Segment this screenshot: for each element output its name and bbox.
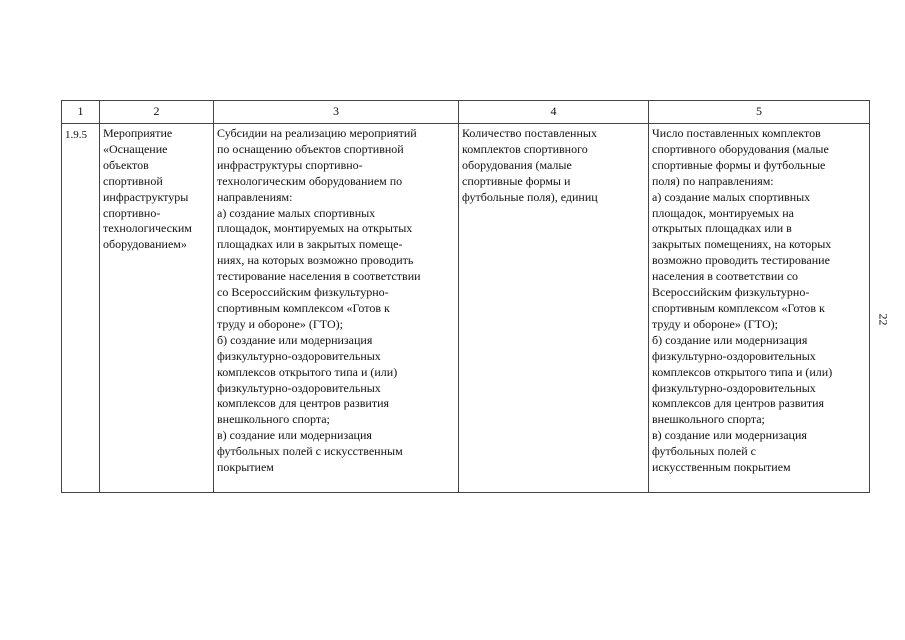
text-line: в) создание или модернизация bbox=[652, 428, 807, 443]
text-line: труду и обороне» (ГТО); bbox=[652, 316, 778, 331]
header-cell-5: 5 bbox=[649, 101, 870, 124]
text-line: футбольные поля), единиц bbox=[462, 189, 598, 204]
text-line: технологическим bbox=[103, 221, 192, 236]
text-line: открытых площадках или в bbox=[652, 221, 792, 236]
text-line: футбольных полей с искусственным bbox=[217, 444, 403, 459]
text-line: оборудования (малые bbox=[462, 157, 572, 172]
text-line: закрытых помещениях, на которых bbox=[652, 237, 832, 252]
text-line: комплексов для центров развития bbox=[652, 396, 825, 411]
text-line: внешкольного спорта; bbox=[652, 412, 765, 427]
text-line: оборудованием» bbox=[103, 237, 187, 252]
text-line: поля) по направлениям: bbox=[652, 173, 774, 188]
text-line: спортивным комплексом «Готов к bbox=[652, 300, 825, 315]
indicator-description-cell bbox=[649, 124, 870, 493]
text-line: направлениям: bbox=[217, 189, 293, 204]
text-line: физкультурно-оздоровительных bbox=[652, 348, 816, 363]
indicator-cell bbox=[459, 124, 649, 493]
text-line: труду и обороне» (ГТО); bbox=[217, 316, 343, 331]
measure-name-cell bbox=[100, 124, 214, 493]
text-line: искусственным покрытием bbox=[652, 460, 791, 475]
text-line: «Оснащение bbox=[103, 141, 168, 156]
text-line: со Всероссийским физкультурно- bbox=[217, 285, 389, 300]
text-line: а) создание малых спортивных bbox=[217, 205, 376, 220]
header-cell-3: 3 bbox=[214, 101, 459, 124]
text-line: физкультурно-оздоровительных bbox=[217, 348, 381, 363]
text-line: а) создание малых спортивных bbox=[652, 189, 811, 204]
text-line: Субсидии на реализацию мероприятий bbox=[217, 126, 417, 140]
text-line: Количество поставленных bbox=[462, 126, 597, 140]
table-header-row bbox=[62, 101, 870, 124]
text-line: комплектов спортивного bbox=[462, 141, 588, 156]
header-cell-4: 4 bbox=[459, 101, 649, 124]
text-line: спортивной bbox=[103, 173, 163, 188]
text-line: объектов bbox=[103, 157, 149, 172]
text-line: Мероприятие bbox=[103, 126, 173, 140]
text-line: Число поставленных комплектов bbox=[652, 126, 821, 140]
text-line: возможно проводить тестирование bbox=[652, 253, 830, 268]
text-line: б) создание или модернизация bbox=[652, 332, 808, 347]
text-line: комплексов открытого типа и (или) bbox=[217, 364, 398, 379]
text-line: в) создание или модернизация bbox=[217, 428, 372, 443]
text-line: инфраструктуры спортивно- bbox=[217, 157, 363, 172]
text-line: тестирование населения в соответствии bbox=[217, 269, 421, 284]
text-line: инфраструктуры bbox=[103, 189, 189, 204]
header-cell-2: 2 bbox=[100, 101, 214, 124]
row-number-cell: 1.9.5 bbox=[62, 124, 100, 493]
subsidy-description-cell bbox=[214, 124, 459, 493]
text-line: футбольных полей с bbox=[652, 444, 756, 459]
text-line: технологическим оборудованием по bbox=[217, 173, 403, 188]
text-line: Всероссийским физкультурно- bbox=[652, 285, 810, 300]
text-line: комплексов для центров развития bbox=[217, 396, 390, 411]
page-number: 22 bbox=[876, 313, 891, 326]
text-line: населения в соответствии со bbox=[652, 269, 799, 284]
text-line: физкультурно-оздоровительных bbox=[217, 380, 381, 395]
text-line: покрытием bbox=[217, 460, 274, 475]
text-line: б) создание или модернизация bbox=[217, 332, 373, 347]
table-row bbox=[62, 124, 870, 493]
text-line: спортивные формы и футбольные bbox=[652, 157, 826, 172]
text-line: комплексов открытого типа и (или) bbox=[652, 364, 833, 379]
text-line: спортивного оборудования (малые bbox=[652, 141, 829, 156]
text-line: площадок, монтируемых на открытых bbox=[217, 221, 413, 236]
text-line: ниях, на которых возможно проводить bbox=[217, 253, 414, 268]
text-line: площадок, монтируемых на bbox=[652, 205, 795, 220]
text-line: площадках или в закрытых помеще- bbox=[217, 237, 403, 252]
text-line: спортивным комплексом «Готов к bbox=[217, 300, 390, 315]
text-line: спортивно- bbox=[103, 205, 161, 220]
text-line: внешкольного спорта; bbox=[217, 412, 330, 427]
measures-table bbox=[61, 100, 870, 493]
header-cell-1: 1 bbox=[62, 101, 100, 124]
text-line: физкультурно-оздоровительных bbox=[652, 380, 816, 395]
text-line: спортивные формы и bbox=[462, 173, 571, 188]
text-line: по оснащению объектов спортивной bbox=[217, 141, 404, 156]
